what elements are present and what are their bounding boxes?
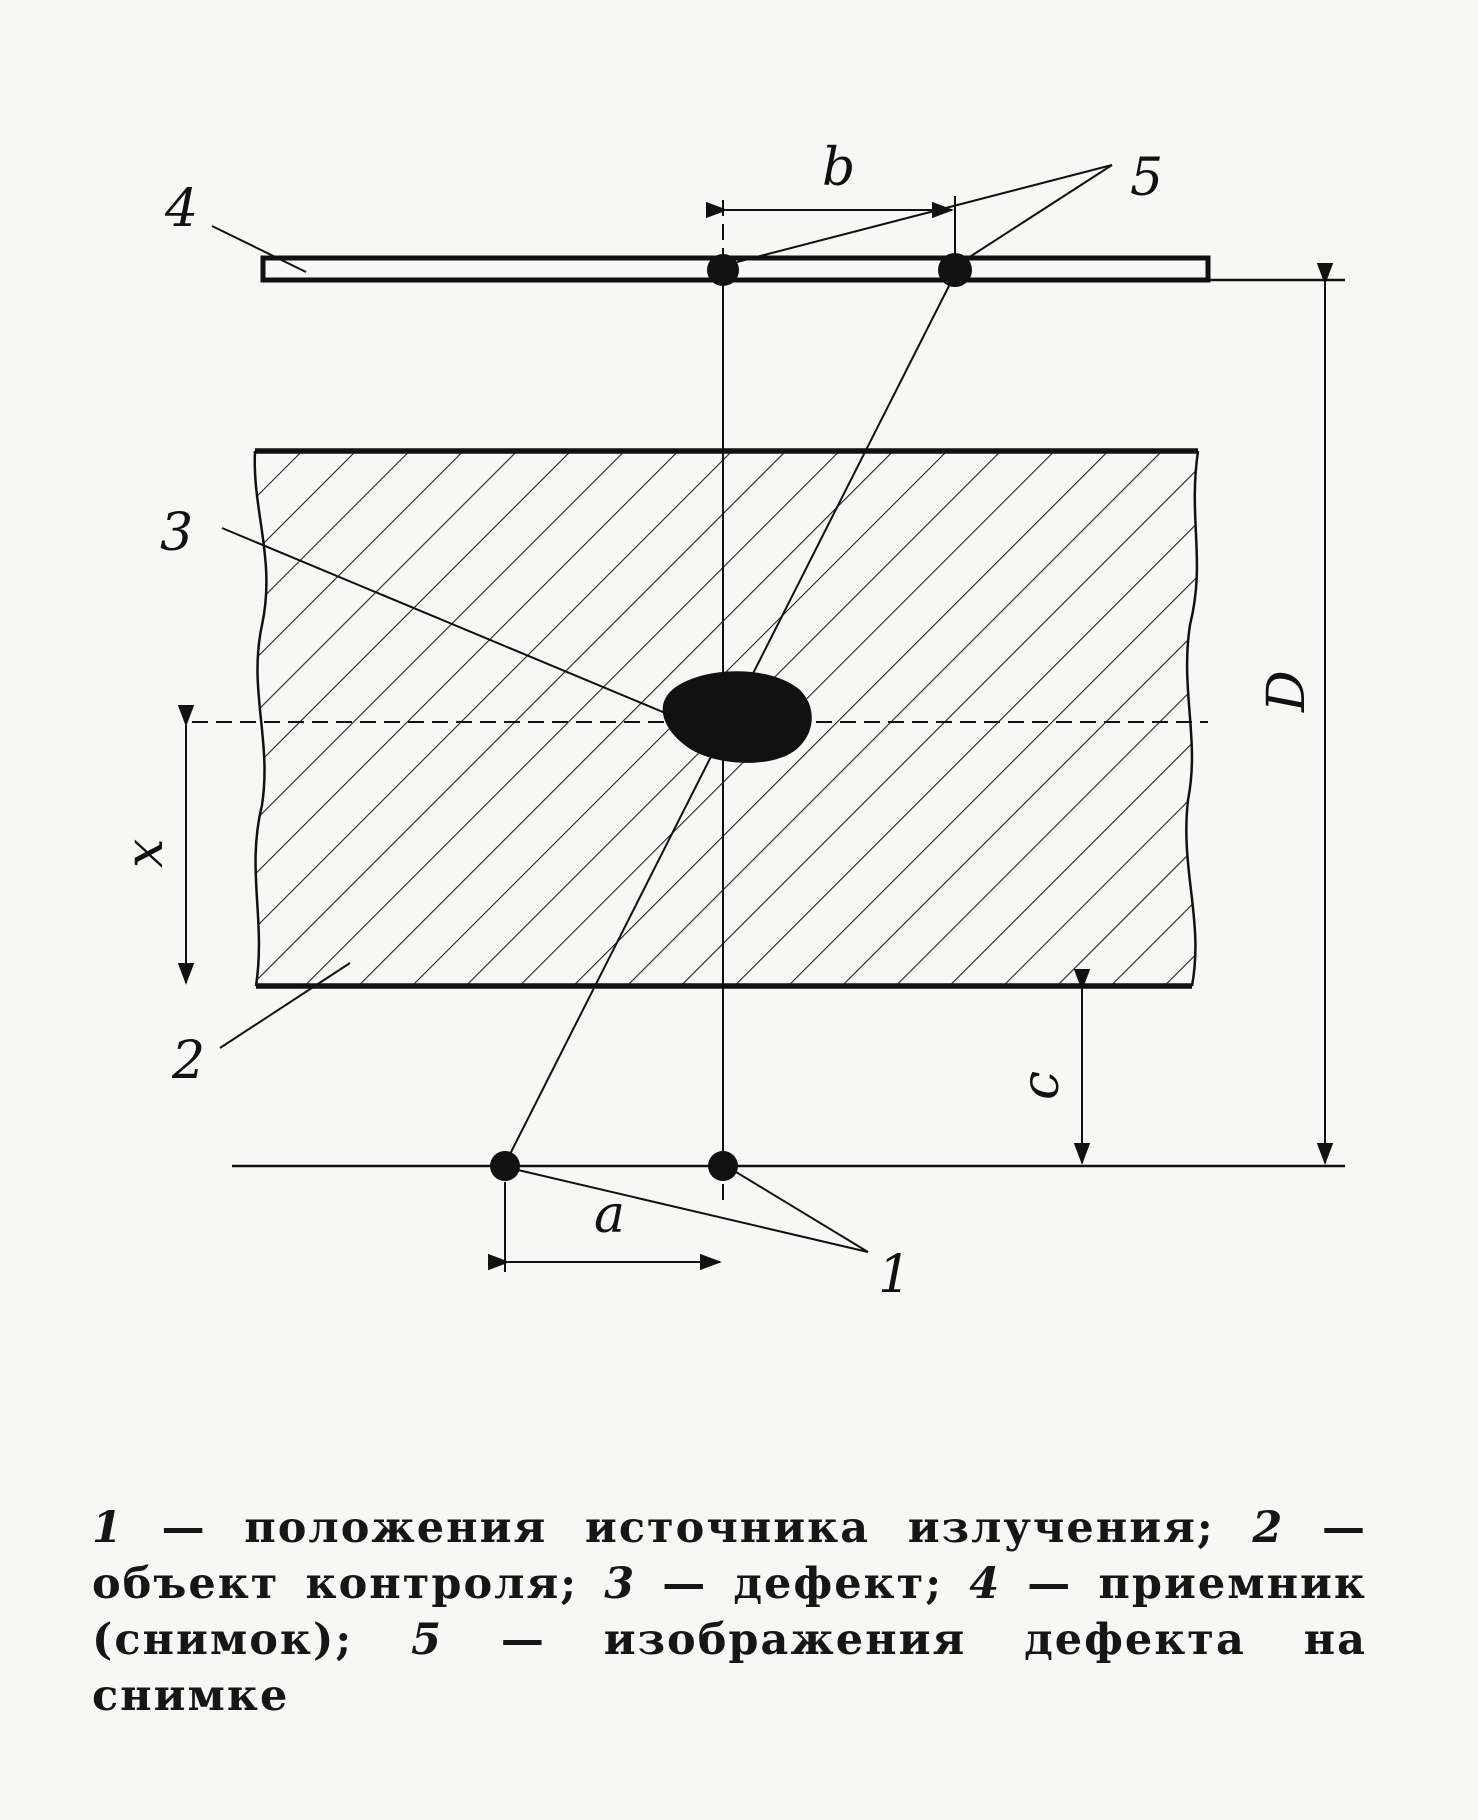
label-2: 2 bbox=[172, 1031, 206, 1091]
caption-num-5: 5 bbox=[411, 1615, 443, 1665]
caption-num-2: 2 bbox=[1252, 1503, 1285, 1553]
receiver-plate bbox=[263, 258, 1345, 280]
caption-num-3: 3 bbox=[604, 1559, 637, 1609]
caption-text-3: — дефект; bbox=[636, 1559, 970, 1609]
label-1: 1 bbox=[878, 1245, 912, 1305]
caption-text-2: — объект контроля; bbox=[92, 1503, 1367, 1609]
caption-text-4: — приемник (снимок); bbox=[92, 1559, 1367, 1665]
label-c: c bbox=[1011, 1070, 1071, 1100]
label-4: 4 bbox=[165, 179, 199, 239]
source-position-left bbox=[490, 1151, 520, 1181]
label-x: x bbox=[115, 838, 175, 868]
caption-text-1: — положения источника излучения; bbox=[123, 1503, 1253, 1553]
leader-1a bbox=[518, 1170, 868, 1252]
leader-1b bbox=[736, 1172, 868, 1252]
caption-num-1: 1 bbox=[92, 1503, 124, 1553]
leader-4 bbox=[212, 226, 306, 272]
caption-text-5: — изображения дефекта на снимке bbox=[92, 1615, 1368, 1721]
dimension-b bbox=[726, 196, 955, 254]
leader-5a bbox=[737, 165, 1112, 262]
label-5: 5 bbox=[1130, 148, 1164, 208]
defect-image-offset bbox=[938, 253, 972, 287]
figure-caption bbox=[92, 1500, 1367, 1724]
label-a: a bbox=[594, 1185, 626, 1245]
leader-5b bbox=[968, 165, 1112, 258]
caption-num-4: 4 bbox=[969, 1559, 1002, 1609]
defect-image-center bbox=[707, 254, 739, 286]
label-D: D bbox=[1257, 670, 1317, 712]
label-b: b bbox=[822, 138, 856, 198]
label-3: 3 bbox=[160, 503, 194, 563]
source-position-center bbox=[708, 1151, 738, 1181]
